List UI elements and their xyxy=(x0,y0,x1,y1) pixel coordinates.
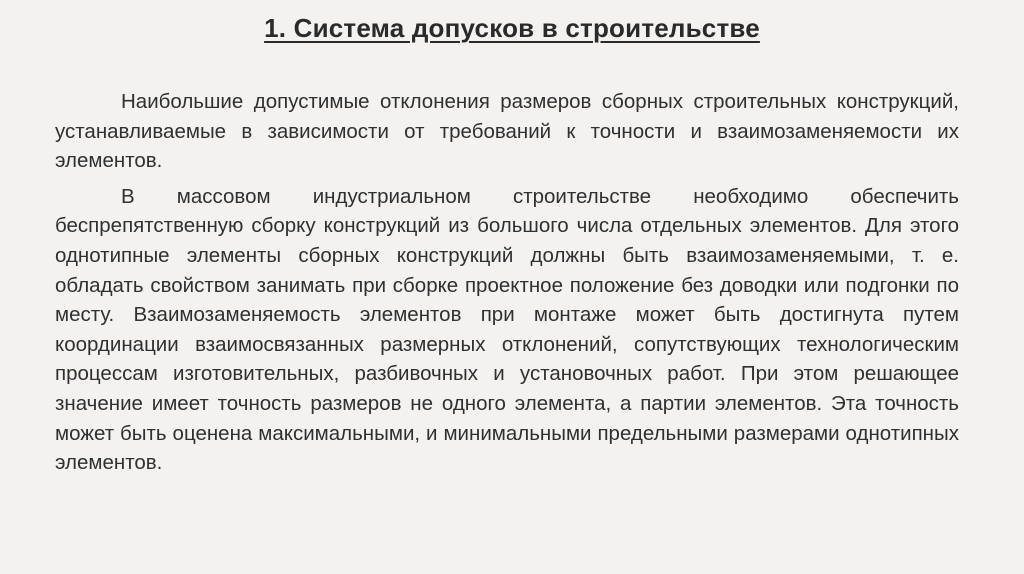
slide-body xyxy=(55,87,959,478)
paragraph-explanation: В массовом индустриальном строительстве необходимо обеспечить беспрепятственную сборку конструкций из большого числа отдельных элементов. Для этого однотипные элементы сборных конструкций должны быть взаимозаменяемыми, т. е. обладать свойством занимать при сборке проектное положение без доводки или подгонки по месту. Взаимозаменяемость элементов при монтаже может быть достигнута путем координации взаимосвязанных размерных отклонений, сопутствующих технологическим процессам изготовительных, разбивочных и установочных работ. При этом решающее значение имеет точность размеров не одного элемента, а партии элементов. Эта точность может быть оценена максимальными, и минимальными предельными размерами однотипных элементов. xyxy=(55,184,959,475)
slide-title: 1. Система допусков в строительстве xyxy=(264,13,760,43)
paragraph-definition: Наибольшие допустимые отклонения размеров сборных строительных конструкций, устанавливаемые в зависимости от требований к точности и взаимозаменяемости их элементов. xyxy=(55,90,959,173)
